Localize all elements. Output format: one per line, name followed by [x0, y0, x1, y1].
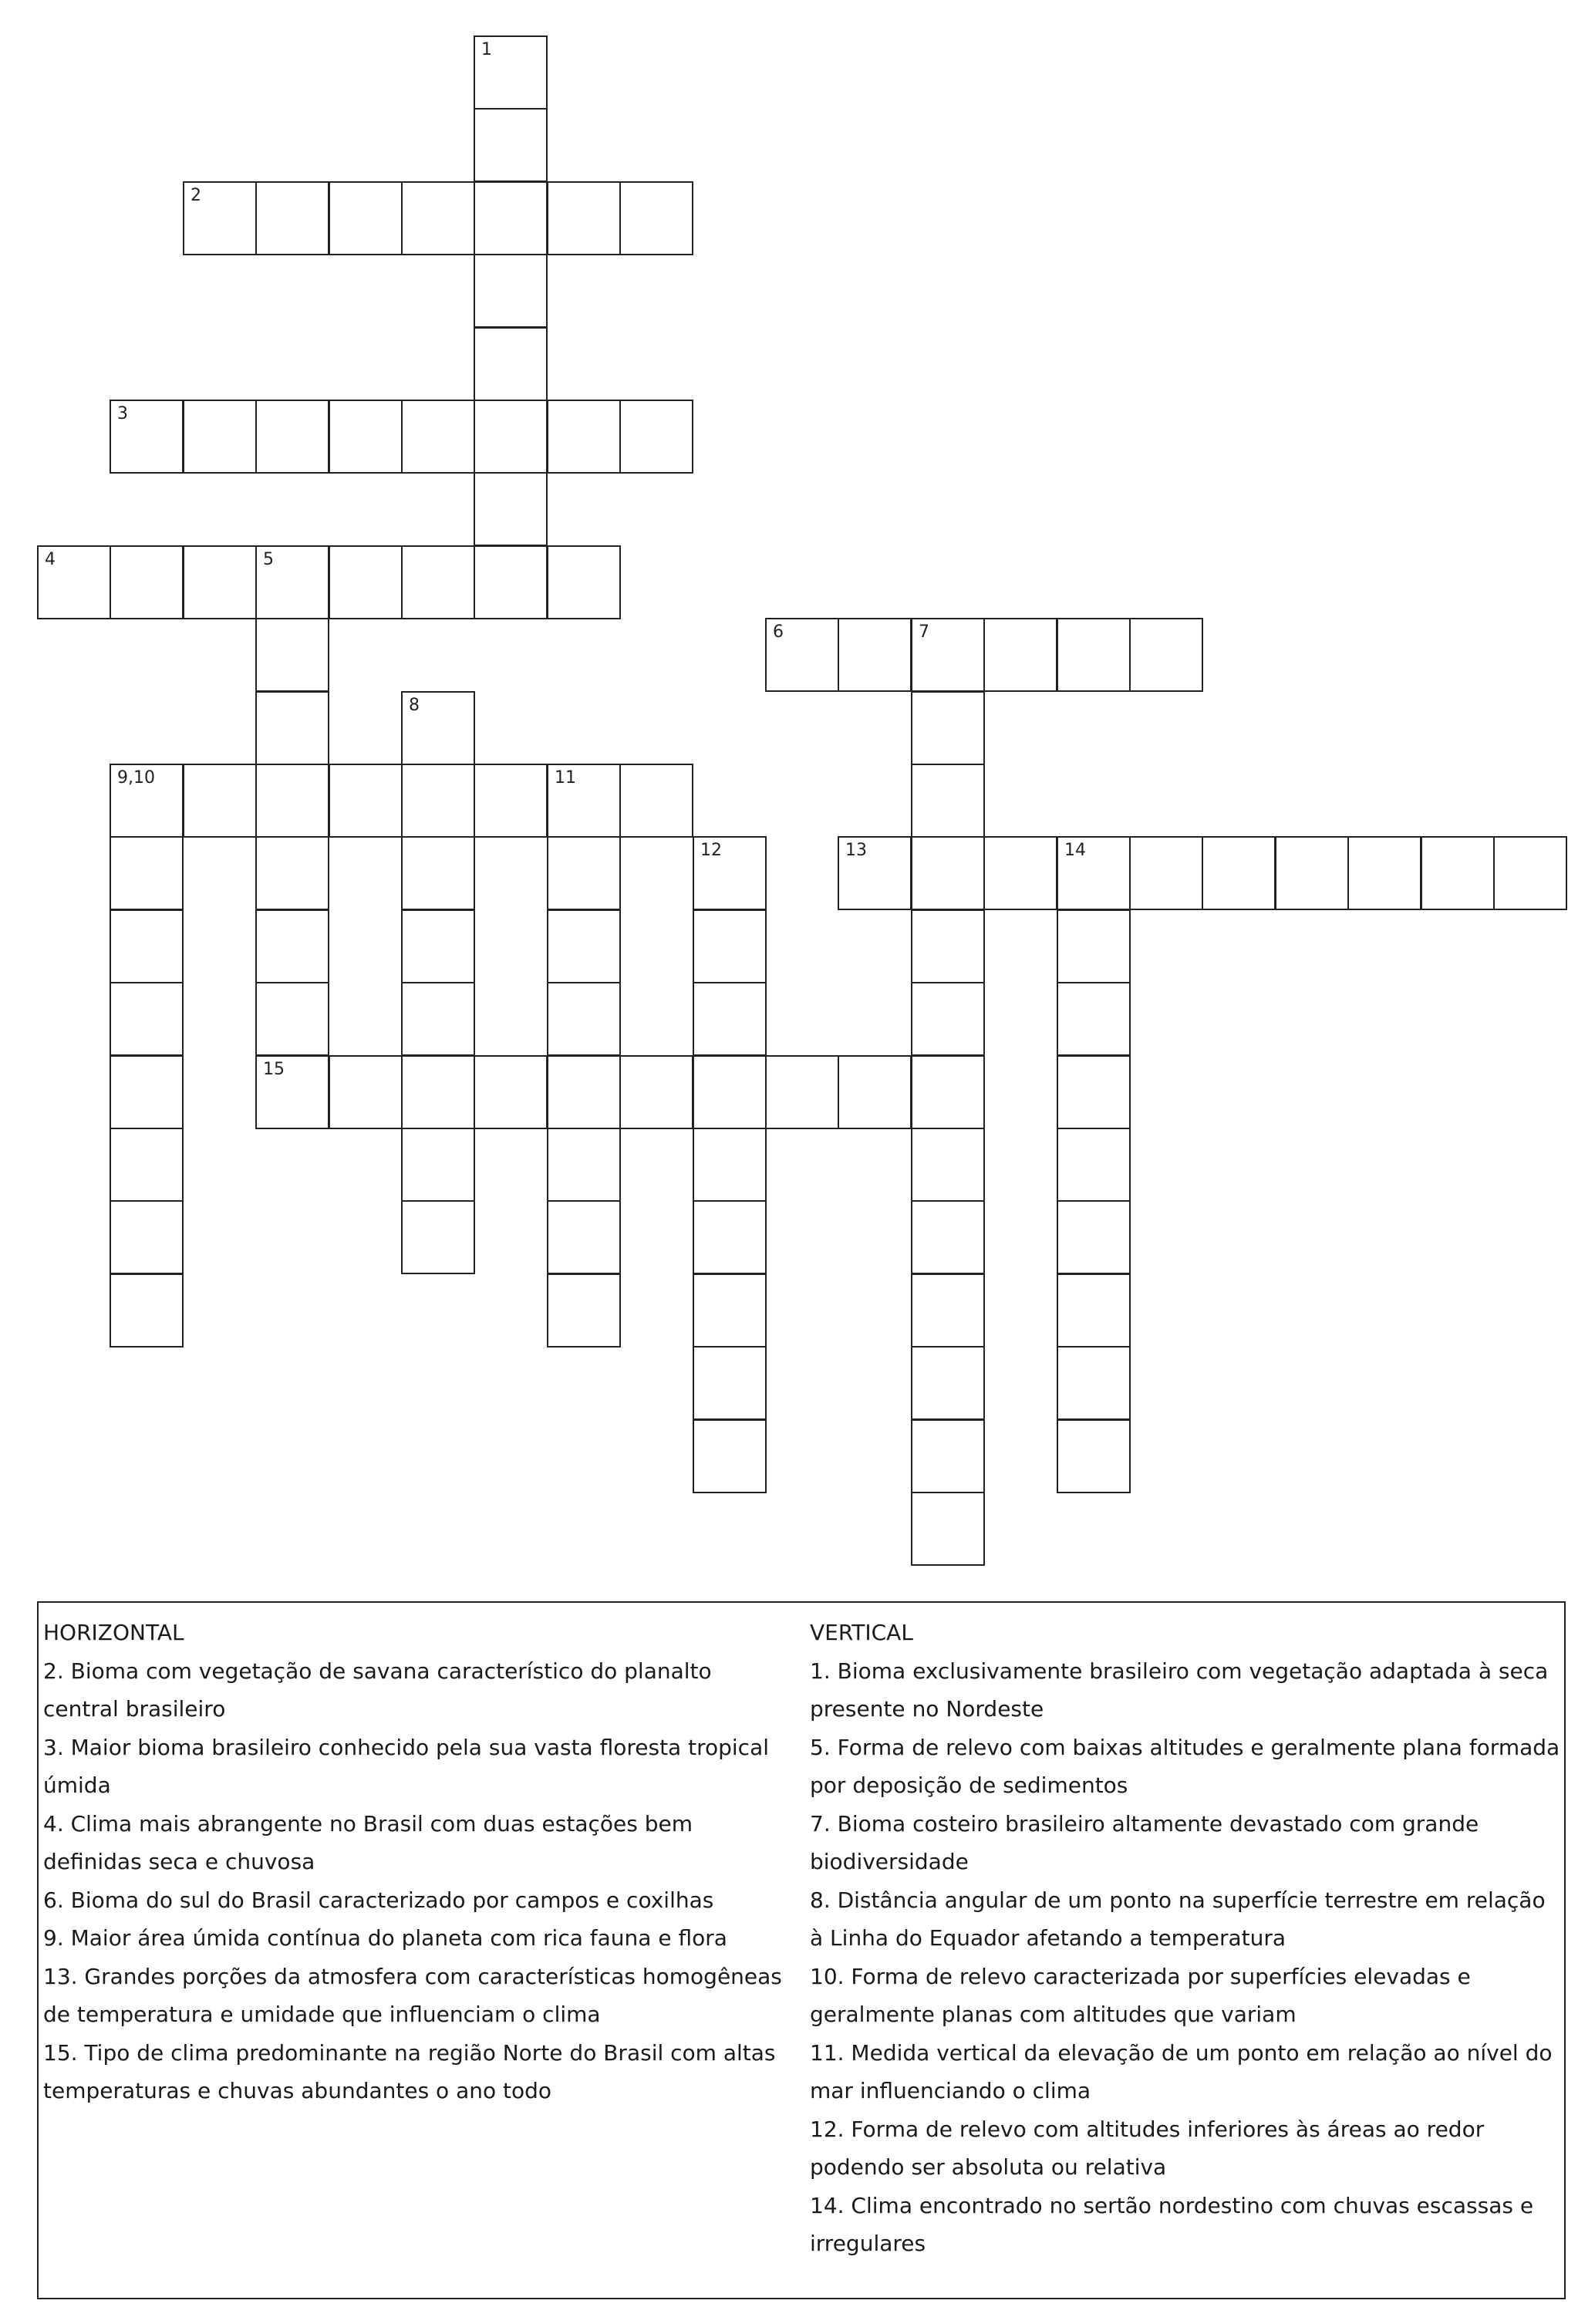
grid-cell[interactable] — [911, 1128, 985, 1202]
grid-cell[interactable] — [693, 1273, 767, 1348]
grid-cell-6[interactable] — [765, 618, 839, 692]
clue-number: 7 — [919, 622, 929, 642]
grid-cell[interactable] — [474, 545, 548, 619]
clue-number: 11 — [555, 768, 576, 788]
grid-cell[interactable] — [255, 691, 329, 765]
clue-number: 5 — [263, 550, 274, 569]
grid-cell[interactable] — [693, 982, 767, 1056]
clue-number: 13 — [845, 841, 867, 860]
grid-cell[interactable] — [911, 836, 985, 910]
grid-cell-12[interactable] — [693, 836, 767, 910]
grid-cell[interactable] — [547, 1128, 621, 1202]
grid-cell-13[interactable] — [838, 836, 912, 910]
grid-cell[interactable] — [619, 400, 693, 474]
grid-cell-1[interactable] — [474, 35, 548, 110]
grid-cell[interactable] — [765, 1055, 839, 1129]
grid-cell[interactable] — [911, 1492, 985, 1566]
grid-cell[interactable] — [547, 909, 621, 983]
clue-number: 14 — [1064, 841, 1086, 860]
grid-cell-2[interactable] — [183, 181, 257, 255]
grid-cell[interactable] — [255, 181, 329, 255]
grid-cell[interactable] — [255, 764, 329, 838]
grid-cell[interactable] — [255, 982, 329, 1056]
clue-number: 4 — [45, 550, 56, 569]
clue-v11: 11. Medida vertical da elevação de um ponto em relação ao nível do mar influenciando o clima — [810, 2039, 1553, 2103]
grid-cell[interactable] — [838, 1055, 912, 1129]
grid-cell[interactable] — [401, 181, 475, 255]
grid-cell-11[interactable] — [547, 764, 621, 838]
grid-cell[interactable] — [474, 327, 548, 401]
grid-cell[interactable] — [110, 836, 184, 910]
grid-cell[interactable] — [1057, 909, 1131, 983]
clue-number: 3 — [117, 404, 128, 423]
grid-cell[interactable] — [110, 982, 184, 1056]
clue-h6: 6. Bioma do sul do Brasil caracterizado por campos e coxilhas — [43, 1887, 714, 1913]
grid-cell[interactable] — [693, 1419, 767, 1493]
grid-cell-5[interactable] — [255, 545, 329, 619]
grid-cell[interactable] — [329, 764, 403, 838]
grid-cell[interactable] — [1057, 1273, 1131, 1348]
clue-number: 1 — [481, 40, 492, 59]
grid-cell[interactable] — [838, 618, 912, 692]
grid-cell-7[interactable] — [911, 618, 985, 692]
grid-cell[interactable] — [401, 764, 475, 838]
grid-cell[interactable] — [547, 1200, 621, 1274]
grid-cell[interactable] — [474, 181, 548, 255]
grid-cell[interactable] — [693, 1128, 767, 1202]
clue-v8: 8. Distância angular de um ponto na superfície terrestre em relação à Linha do Equador afetando a temperatura — [810, 1887, 1546, 1951]
grid-cell[interactable] — [547, 836, 621, 910]
clue-v10: 10. Forma de relevo caracterizada por superfícies elevadas e geralmente planas com altitudes que variam — [810, 1963, 1471, 2027]
grid-cell[interactable] — [1057, 1055, 1131, 1129]
clue-h9: 9. Maior área úmida contínua do planeta com rica fauna e flora — [43, 1925, 727, 1951]
clue-number: 2 — [191, 186, 201, 205]
grid-cell[interactable] — [911, 764, 985, 838]
grid-cell[interactable] — [1421, 836, 1495, 910]
grid-cell[interactable] — [911, 1346, 985, 1420]
grid-cell[interactable] — [401, 909, 475, 983]
grid-cell[interactable] — [401, 836, 475, 910]
grid-cell[interactable] — [255, 400, 329, 474]
grid-cell[interactable] — [1057, 982, 1131, 1056]
grid-cell[interactable] — [329, 1055, 403, 1129]
clue-v5: 5. Forma de relevo com baixas altitudes e geralmente plana formada por deposição de sedimentos — [810, 1734, 1560, 1798]
clue-v12: 12. Forma de relevo com altitudes inferiores às áreas ao redor podendo ser absoluta ou relativa — [810, 2116, 1485, 2180]
grid-cell-3[interactable] — [110, 400, 184, 474]
grid-cell[interactable] — [255, 836, 329, 910]
grid-cell[interactable] — [329, 545, 403, 619]
grid-cell[interactable] — [693, 1055, 767, 1129]
grid-cell[interactable] — [474, 400, 548, 474]
grid-cell-15[interactable] — [255, 1055, 329, 1129]
grid-cell[interactable] — [911, 1419, 985, 1493]
grid-cell[interactable] — [619, 181, 693, 255]
grid-cell[interactable] — [1057, 1200, 1131, 1274]
clue-number: 15 — [263, 1060, 285, 1079]
grid-cell[interactable] — [255, 909, 329, 983]
clue-number: 9,10 — [117, 768, 155, 788]
clue-h3: 3. Maior bioma brasileiro conhecido pela sua vasta floresta tropical úmida — [43, 1734, 770, 1798]
clue-number: 6 — [773, 622, 784, 642]
grid-cell[interactable] — [1129, 618, 1203, 692]
clue-number: 12 — [700, 841, 722, 860]
grid-cell[interactable] — [110, 909, 184, 983]
grid-cell[interactable] — [329, 181, 403, 255]
grid-cell[interactable] — [1057, 1128, 1131, 1202]
grid-cell[interactable] — [329, 400, 403, 474]
grid-cell[interactable] — [401, 1128, 475, 1202]
grid-cell[interactable] — [401, 1055, 475, 1129]
grid-cell[interactable] — [1493, 836, 1567, 910]
grid-cell[interactable] — [911, 691, 985, 765]
grid-cell[interactable] — [183, 764, 257, 838]
grid-cell[interactable] — [183, 545, 257, 619]
grid-cell[interactable] — [619, 1055, 693, 1129]
clue-h15: 15. Tipo de clima predominante na região Norte do Brasil com altas temperaturas e chuvas abundantes o ano todo — [43, 2039, 776, 2103]
grid-cell[interactable] — [474, 764, 548, 838]
grid-cell[interactable] — [401, 982, 475, 1056]
grid-cell[interactable] — [911, 1200, 985, 1274]
grid-cell[interactable] — [983, 618, 1057, 692]
grid-cell[interactable] — [1275, 836, 1349, 910]
vertical-title: VERTICAL — [810, 1620, 913, 1645]
grid-cell[interactable] — [110, 1273, 184, 1348]
grid-cell[interactable] — [547, 545, 621, 619]
clue-h4: 4. Clima mais abrangente no Brasil com duas estações bem definidas seca e chuvosa — [43, 1810, 693, 1874]
grid-cell[interactable] — [474, 1055, 548, 1129]
grid-cell[interactable] — [1347, 836, 1421, 910]
grid-cell[interactable] — [619, 764, 693, 838]
clue-v1: 1. Bioma exclusivamente brasileiro com vegetação adaptada à seca presente no Nordeste — [810, 1658, 1549, 1722]
grid-cell[interactable] — [693, 1200, 767, 1274]
clue-number: 8 — [409, 696, 420, 715]
grid-cell[interactable] — [474, 254, 548, 328]
grid-cell[interactable] — [401, 400, 475, 474]
grid-cell[interactable] — [693, 1346, 767, 1420]
grid-cell[interactable] — [110, 1055, 184, 1129]
clue-v7: 7. Bioma costeiro brasileiro altamente devastado com grande biodiversidade — [810, 1810, 1479, 1874]
grid-cell[interactable] — [1129, 836, 1203, 910]
grid-cell[interactable] — [1057, 1419, 1131, 1493]
grid-cell[interactable] — [911, 982, 985, 1056]
grid-cell[interactable] — [1202, 836, 1276, 910]
grid-cell[interactable] — [474, 108, 548, 182]
grid-cell[interactable] — [911, 909, 985, 983]
grid-cell-8[interactable] — [401, 691, 475, 765]
clue-h2: 2. Bioma com vegetação de savana característico do planalto central brasileiro — [43, 1658, 712, 1722]
clue-h13: 13. Grandes porções da atmosfera com características homogêneas de temperatura e umidade que influenciam o clima — [43, 1963, 782, 2027]
horizontal-title: HORIZONTAL — [43, 1620, 184, 1645]
grid-cell[interactable] — [693, 909, 767, 983]
clue-v14: 14. Clima encontrado no sertão nordestino com chuvas escassas e irregulares — [810, 2192, 1534, 2256]
grid-cell[interactable] — [547, 982, 621, 1056]
grid-cell[interactable] — [547, 400, 621, 474]
horizontal-clues — [43, 1614, 784, 2110]
clues-box — [37, 1601, 1566, 2299]
grid-cell[interactable] — [1057, 1346, 1131, 1420]
grid-cell[interactable] — [911, 1055, 985, 1129]
vertical-clues — [810, 1614, 1562, 2263]
grid-cell[interactable] — [110, 1200, 184, 1274]
grid-cell-14[interactable] — [1057, 836, 1131, 910]
grid-cell-4[interactable] — [37, 545, 111, 619]
grid-cell[interactable] — [474, 472, 548, 546]
grid-cell[interactable] — [983, 836, 1057, 910]
grid-cell[interactable] — [110, 1128, 184, 1202]
grid-cell[interactable] — [547, 1273, 621, 1348]
grid-cell[interactable] — [401, 545, 475, 619]
grid-cell[interactable] — [1057, 618, 1131, 692]
grid-cell[interactable] — [547, 181, 621, 255]
grid-cell[interactable] — [401, 1200, 475, 1274]
grid-cell[interactable] — [547, 1055, 621, 1129]
grid-cell[interactable] — [183, 400, 257, 474]
grid-cell[interactable] — [911, 1273, 985, 1348]
grid-cell[interactable] — [110, 545, 184, 619]
grid-cell[interactable] — [255, 618, 329, 692]
grid-cell-9-10[interactable] — [110, 764, 184, 838]
